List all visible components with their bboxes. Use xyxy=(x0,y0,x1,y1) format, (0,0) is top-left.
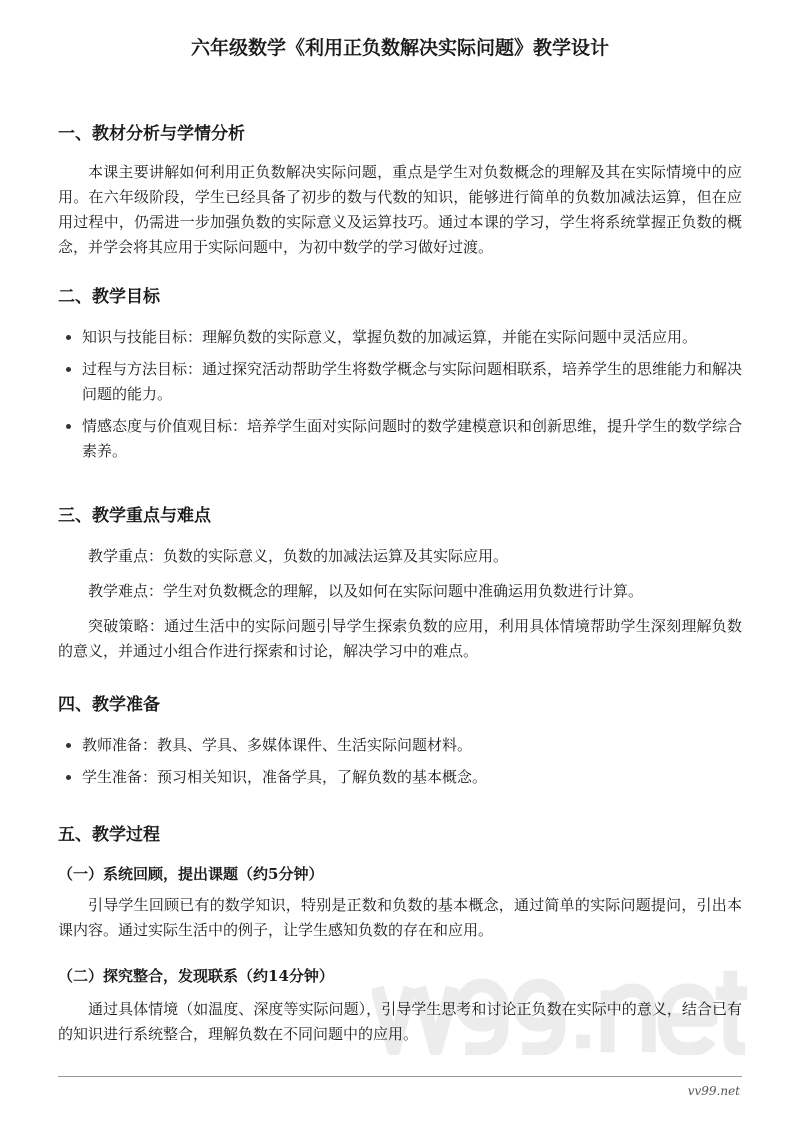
list-item xyxy=(66,414,742,464)
list-item-text: 学生准备：预习相关知识，准备学具，了解负数的基本概念。 xyxy=(82,768,488,786)
bullet-icon xyxy=(66,775,71,780)
footer-divider xyxy=(58,1076,742,1077)
document-title: 六年级数学《利用正负数解决实际问题》教学设计 xyxy=(190,37,609,59)
subsection-heading: （一）系统回顾，提出课题（约5分钟） xyxy=(58,865,324,883)
preparation-list xyxy=(58,733,742,790)
bullet-icon xyxy=(66,424,71,429)
section-heading-3: 三、教学重点与难点 xyxy=(58,506,211,526)
section-heading-2: 二、教学目标 xyxy=(58,287,160,307)
paragraph: 教学难点：学生对负数概念的理解，以及如何在实际问题中准确运用负数进行计算。 xyxy=(88,582,644,600)
list-item-text: 教师准备：教具、学具、多媒体课件、生活实际问题材料。 xyxy=(82,736,473,754)
list-item-text: 过程与方法目标：通过探究活动帮助学生将数学概念与实际问题相联系，培养学生的思维能力和解决问题的能力。 xyxy=(82,360,743,403)
section-heading-1: 一、教材分析与学情分析 xyxy=(58,124,245,144)
section-heading-4: 四、教学准备 xyxy=(58,695,160,715)
paragraph: 引导学生回顾已有的数学知识，特别是正数和负数的基本概念，通过简单的实际问题提问，引出本课内容。通过实际生活中的例子，让学生感知负数的存在和应用。 xyxy=(58,896,742,939)
section-heading-5: 五、教学过程 xyxy=(58,825,160,845)
bullet-icon xyxy=(66,367,71,372)
list-item xyxy=(66,325,742,350)
bullet-icon xyxy=(66,743,71,748)
list-item xyxy=(66,357,742,407)
paragraph: 教学重点：负数的实际意义，负数的加减法运算及其实际应用。 xyxy=(88,547,509,565)
paragraph: 通过具体情境（如温度、深度等实际问题），引导学生思考和讨论正负数在实际中的意义，结合已有的知识进行系统整合，理解负数在不同问题中的应用。 xyxy=(58,1000,742,1043)
list-item-text: 情感态度与价值观目标：培养学生面对实际问题时的数学建模意识和创新思维，提升学生的数学综合素养。 xyxy=(82,417,743,460)
paragraph: 本课主要讲解如何利用正负数解决实际问题，重点是学生对负数概念的理解及其在实际情境中的应用。在六年级阶段，学生已经具备了初步的数与代数的知识，能够进行简单的负数加减法运算，但在应用过程中，仍需进一步加强负数的实际意义及运算技巧。通过本课的学习，学生将系统掌握正负数的概念，并学会将其应用于实际问题中，为初中数学的学习做好过渡。 xyxy=(58,163,742,256)
objectives-list xyxy=(58,325,742,464)
document-body xyxy=(58,0,742,1047)
subsection-heading: （二）探究整合，发现联系（约14分钟） xyxy=(58,967,334,985)
list-item-text: 知识与技能目标：理解负数的实际意义，掌握负数的加减运算，并能在实际问题中灵活应用。 xyxy=(82,328,698,346)
list-item xyxy=(66,765,742,790)
bullet-icon xyxy=(66,335,71,340)
footer-site: vv99.net xyxy=(687,1084,740,1098)
paragraph: 突破策略：通过生活中的实际问题引导学生探索负数的应用，利用具体情境帮助学生深刻理解负数的意义，并通过小组合作进行探索和讨论，解决学习中的难点。 xyxy=(58,617,742,660)
list-item xyxy=(66,733,742,758)
